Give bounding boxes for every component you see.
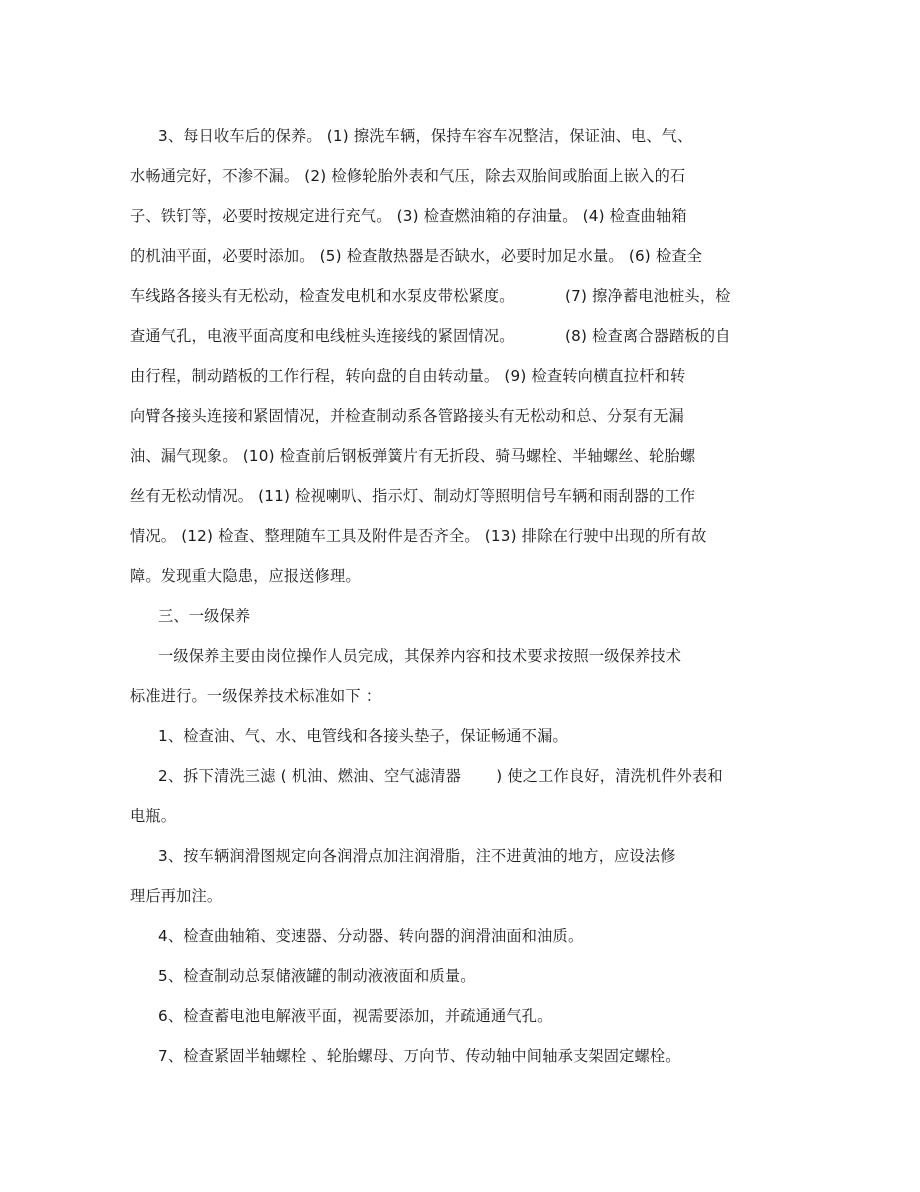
- section-heading: 三、一级保养: [158, 607, 251, 625]
- list-item: 4、检查曲轴箱、变速器、分动器、转向器的润滑油面和油质。: [158, 927, 584, 945]
- paragraph-line: 障。发现重大隐患，应报送修理。: [130, 567, 361, 585]
- list-item: 7、检查紧固半轴螺栓 、轮胎螺母、万向节、传动轴中间轴承支架固定螺栓。: [158, 1047, 681, 1065]
- paragraph-line: 情况。 (12) 检查、整理随车工具及附件是否齐全。 (13) 排除在行驶中出现的所有故: [130, 527, 707, 545]
- list-item-continuation: 电瓶。: [130, 807, 177, 825]
- paragraph-line: 由行程，制动踏板的工作行程，转向盘的自由转动量。 (9) 检查转向横直拉杆和转: [130, 367, 686, 385]
- paragraph-line: 的机油平面，必要时添加。 (5) 检查散热器是否缺水，必要时加足水量。 (6) 检查全: [130, 247, 703, 265]
- list-item: 6、检查蓄电池电解液平面，视需要添加，并疏通通气孔。: [158, 1007, 553, 1025]
- paragraph-line: 子、铁钉等，必要时按规定进行充气。 (3) 检查燃油箱的存油量。 (4) 检查曲轴箱: [130, 207, 687, 225]
- paragraph-line: 标准进行。一级保养技术标准如下 ：: [130, 687, 382, 705]
- paragraph-line: 丝有无松动情况。 (11) 检视喇叭、指示灯、制动灯等照明信号车辆和雨刮器的工作: [130, 487, 696, 505]
- list-item-continuation: 理后再加注。: [130, 887, 223, 905]
- paragraph-line: 3、每日收车后的保养。 (1) 擦洗车辆，保持车容车况整洁，保证油、电、气、: [158, 127, 693, 145]
- paragraph-line: 向臂各接头连接和紧固情况，并检查制动系各管路接头有无松动和总、分泵有无漏: [130, 407, 684, 425]
- paragraph-line: 一级保养主要由岗位操作人员完成，其保养内容和技术要求按照一级保养技术: [158, 647, 682, 665]
- list-item: 5、检查制动总泵储液罐的制动液液面和质量。: [158, 967, 476, 985]
- paragraph-line: 查通气孔，电液平面高度和电线桩头连接线的紧固情况。 (8) 检查离合器踏板的自: [130, 327, 731, 345]
- paragraph-line: 车线路各接头有无松动，检查发电机和水泵皮带松紧度。 (7) 擦净蓄电池桩头，检: [130, 287, 731, 305]
- paragraph-line: 油、漏气现象。 (10) 检查前后钢板弹簧片有无折段、骑马螺栓、半轴螺丝、轮胎螺: [130, 447, 696, 465]
- list-item: 1、检查油、气、水、电管线和各接头垫子，保证畅通不漏。: [158, 727, 568, 745]
- paragraph-line: 水畅通完好，不渗不漏。 (2) 检修轮胎外表和气压，除去双胎间或胎面上嵌入的石: [130, 167, 686, 185]
- list-item: 3、按车辆润滑图规定向各润滑点加注润滑脂，注不进黄油的地方，应设法修: [158, 847, 676, 865]
- list-item: 2、拆下清洗三滤 ( 机油、燃油、空气滤清器 ) 使之工作良好，清洗机件外表和: [158, 767, 723, 785]
